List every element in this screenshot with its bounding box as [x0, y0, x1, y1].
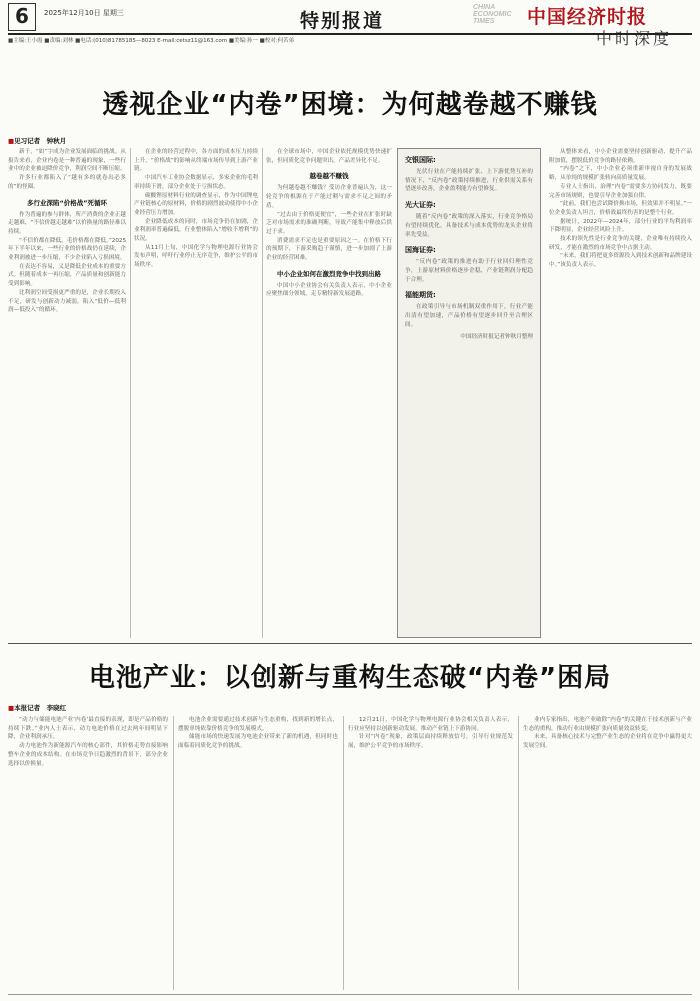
story2-headline: 电池产业：以创新与重构生态破“内卷”困局	[88, 663, 612, 693]
paragraph: 动力电池作为新能源汽车的核心部件，其价格走势直接影响整车企业的成本结构。在市场竞争日趋激烈的背景下，部分企业选择以价换量。	[8, 743, 168, 767]
column-divider	[518, 716, 519, 990]
subheading: 中小企业如何在激烈竞争中找到出路	[277, 269, 381, 278]
column-name: 中时深度	[596, 29, 673, 48]
paragraph: 中国汽车工业协会数据显示，多家企业的毛利率持续下滑，部分企业处于亏损状态。	[134, 175, 258, 190]
story1-headline: 透视企业“内卷”困境：为何越卷越不赚钱	[102, 90, 598, 120]
newspaper-brand: 中国经济时报	[527, 6, 648, 28]
column-divider	[343, 716, 344, 990]
page-number: 6	[8, 3, 36, 31]
sidebar-credit: 中国经济时报记者钟秋月整理	[460, 334, 533, 341]
paragraph: 许多行业都陷入了“越有多的就卷出必多的”的怪圈。	[8, 175, 126, 190]
story2-column-3	[348, 716, 513, 990]
paragraph: “此前，我们也尝试降价换市场，但效果并不明显。”一位企业负责人坦言，价格战最终伤害的是整个行业。	[549, 201, 692, 216]
sidebar-heading: 福能期货:	[405, 291, 436, 300]
subheading: 越卷越不赚钱	[309, 172, 349, 181]
paragraph: “不信价都在降低，毛价格都在降低。”2025年下半年以来，一些行业的价格战仍在延续，企业利润被进一步压缩，不少企业陷入亏损困境。	[8, 237, 126, 262]
story2-column-2	[178, 716, 338, 990]
paragraph: 比利润空间受损更严重的是，企业长期投入不足，研发与创新动力减弱，陷入“低价—低利润—低投入”的循环。	[8, 289, 126, 314]
story1-column-1	[8, 148, 126, 638]
paragraph: 在全球市场中，中国企业依托规模优势快速扩张，但同质化竞争问题突出，产品差异化不足。	[266, 149, 392, 164]
story1-column-3	[266, 148, 392, 638]
paragraph: 消费需求不足也是重要原因之一。在价格下行的预期下，下游采购趋于谨慎，进一步加剧了上游企业的经营困难。	[266, 237, 392, 262]
paragraph: 企业降低成本的同时，市场竞争仍在加剧，企业利润率普遍偏低，行业整体陷入“增收不增利”的状况。	[134, 218, 258, 243]
paragraph: 专业人士指出，治理“内卷”需要多方协同发力，既要完善市场规则，也要引导企业加强自律。	[549, 183, 692, 199]
paragraph: 在企业的经营过程中，各方面的成本压力持续上升，“价格战”的影响从终端市场传导到上游产业链。	[134, 149, 258, 173]
issue-date: 2025年12月10日 星期三	[44, 9, 124, 17]
sidebar-paragraph: 在政策引导与市场机制双重作用下，行业产能出清有望加速，产品价格有望逐步回升至合理区间。	[405, 304, 533, 328]
paragraph: 业内专家指出，电池产业破除“内卷”的关键在于技术创新与产业生态的重构，推动行业由规模扩张向质量效益转变。	[523, 717, 692, 732]
story1-column-5	[549, 148, 692, 638]
column-divider	[262, 148, 263, 638]
sidebar-paragraph: “反内卷”政策的推进有助于行业回归理性竞争，上游原材料价格逐步企稳，产业链利润分配趋于合理。	[405, 259, 533, 283]
editor-credits: ■主编:王小霞 ■责编:刘林 ■电话:(010)81785185—8023 E-mail:cetsz11@163.com ■美编:孙一 ■校对:何苦弟	[8, 38, 295, 44]
paragraph: 未来，具备核心技术与完整产业生态的企业将在竞争中赢得更大发展空间。	[523, 734, 692, 750]
story2-byline-text: 本报记者 李晓红	[14, 704, 67, 712]
analyst-views-box	[397, 148, 541, 638]
story2-column-4	[523, 716, 692, 990]
paragraph: 中国中小企业协会有关负责人表示，中小企业应聚焦细分领域，走专精特新发展道路。	[266, 282, 392, 298]
paragraph: 从11月上旬，中国化学与物理电源行业协会发布声明，呼吁行业停止无序竞争，维护公平的市场秩序。	[134, 244, 258, 269]
sidebar-paragraph: 光伏行业在产能持续扩张、上下游优势互补的情况下，“反内卷”政策持续推进，行业供需关系有望逐步改善，企业盈利能力有望修复。	[405, 169, 533, 193]
section-title: 特别报道	[300, 10, 385, 32]
cet-logo: CHINA ECONOMIC TIMES	[473, 4, 512, 25]
sidebar-heading: 国海证券:	[405, 246, 436, 255]
sidebar-heading: 交银国际:	[405, 156, 436, 164]
paragraph: “动力与储能电池产业‘内卷’最直接的表现，即是产品价格的持续下跌。”业内人士表示，动力电池价格在过去两年间明显下降，企业利润承压。	[8, 717, 168, 741]
paragraph: 作为普遍的参与群体，所产消费的企业正越走越难，“不信价越走越难”以价换量的路径难以持续。	[8, 211, 126, 235]
masthead	[0, 0, 700, 48]
column-divider	[130, 148, 131, 638]
story1-byline-text: 见习记者 钟秋月	[14, 137, 67, 145]
paragraph: 储能市场的快速发展为电池企业带来了新的机遇，但同时也面临着同质化竞争的挑战。	[178, 734, 338, 750]
story1-byline: ■见习记者 钟秋月	[8, 137, 67, 145]
story1-column-2	[134, 148, 258, 638]
subheading: 多行业深陷“价格战”死循环	[26, 198, 108, 207]
paragraph: 碳酸锂原材料行业的调查显示，作为中国锂电产业链核心的原材料，价格的剧烈波动使得中小企业经营压力增加。	[134, 192, 258, 216]
sidebar-paragraph: 随着“反内卷”政策的深入落实，行业竞争格局有望持续优化，具备技术与成本优势的龙头企业将率先受益。	[405, 214, 533, 238]
paragraph: 据统计，2022年—2024年，部分行业的平均利润率下降明显，企业经营风险上升。	[549, 218, 692, 234]
story2-byline: ■本报记者 李晓红	[8, 704, 67, 712]
paragraph: 技术的领先性是行业竞争的关键，企业唯有持续投入研发，才能在激烈的市场竞争中占据主动。	[549, 236, 692, 251]
paragraph: 为何越卷越不赚钱？受访企业普遍认为，这一轮竞争的根源在于产能过剩与需求不足之间的矛盾。	[266, 185, 392, 209]
paragraph: “未来，我们将把更多资源投入到技术创新和品牌建设中。”该负责人表示。	[549, 253, 692, 269]
paragraph: 12月21日，中国化学与物理电源行业协会相关负责人表示，行业应坚持以创新驱动发展，推动产业链上下游协同。	[348, 717, 513, 732]
story-divider	[8, 643, 692, 644]
story2-column-1	[8, 716, 168, 990]
masthead-rule	[8, 33, 692, 35]
paragraph: 电池企业需要通过技术创新与生态重构，找到新的增长点，摆脱单纯依靠价格竞争的发展模式。	[178, 717, 338, 732]
sidebar-heading: 光大证券:	[405, 201, 436, 210]
footer-rule	[8, 994, 692, 995]
paragraph: “过去由于价格更便宜”，一些企业在扩张时缺乏对市场需求的准确判断，导致产能集中释放后供过于求。	[266, 211, 392, 235]
paragraph: 新千，“如”字成为企业发展面临的挑战。从报告来看，企业内卷是一种普遍的现象，一些行业中的企业被迫降价竞争，利润空间不断压缩。	[8, 149, 126, 173]
paragraph: 在表达不容易，义是降低企业成本的重要方式。但随着成本一再压缩，产品质量和创新能力受到影响。	[8, 263, 126, 288]
paragraph: 针对“内卷”现象，政策层面持续释放信号，引导行业规范发展，维护公平竞争的市场秩序。	[348, 734, 513, 750]
column-divider	[173, 716, 174, 990]
paragraph: 从整体来看，中小企业需要坚持创新驱动，提升产品附加值，摆脱低价竞争的路径依赖。	[549, 149, 692, 164]
paragraph: “内卷”之下，中小企业必须重新审视自身的发展战略，从单纯的规模扩张转向高质量发展。	[549, 166, 692, 182]
